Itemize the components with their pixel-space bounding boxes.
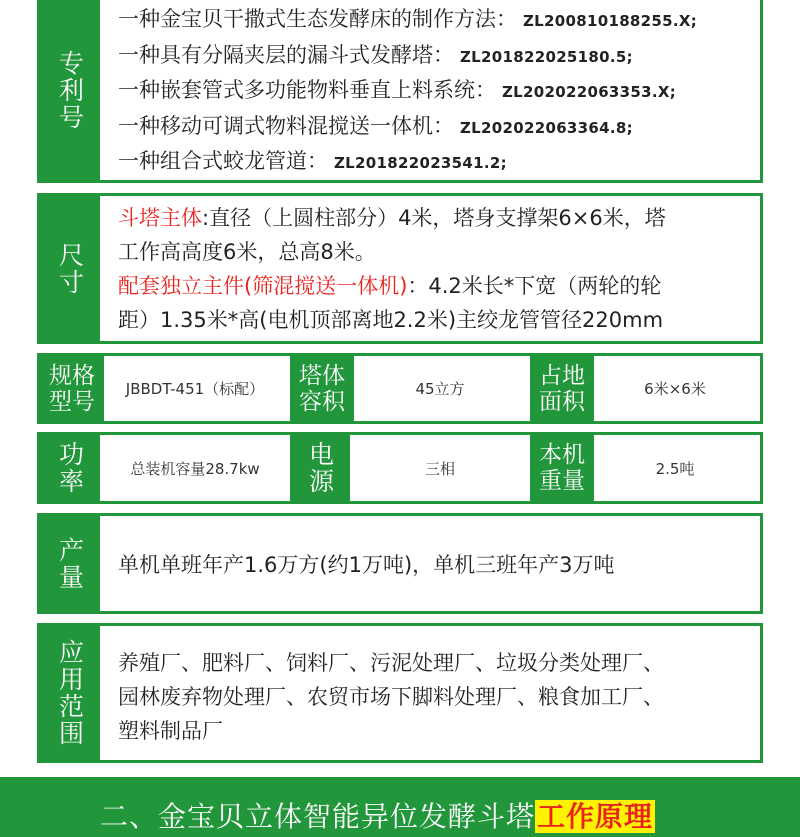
scope-line: 养殖厂、肥料厂、饲料厂、污泥处理厂、垃圾分类处理厂、 (118, 651, 664, 675)
area-label: 占地面积 (530, 356, 594, 421)
weight-value: 2.5吨 (655, 459, 695, 478)
output-section (37, 513, 763, 614)
patent-list (118, 3, 750, 181)
scope-line: 园林废弃物处理厂、农贸市场下脚料处理厂、粮食加工厂、 (118, 685, 664, 709)
size-text: 斗塔主体:直径（上圆柱部分）4米，塔身支撑架6×6米，塔 工作高高度6米，总高8米。 配套独立主件(筛混搅送一体机)：4.2米长*下宽（两轮的轮 距）1.35米*高(电机顶部离地2.2米)主绞龙管管径220mm (118, 206, 666, 332)
patent-item: 一种移动可调式物料混搅送一体机： ZL202022063364.8; (118, 113, 633, 138)
scope-section (37, 623, 763, 763)
power-value: 总装机容量28.7kw (130, 459, 260, 478)
patent-item: 一种组合式蛟龙管道： ZL201822023541.2; (118, 149, 507, 173)
volume-value: 45立方 (415, 380, 465, 398)
power-label: 功率 (40, 435, 100, 501)
section-header-bar (0, 777, 800, 837)
weight-label: 本机重量 (530, 435, 594, 501)
output-text: 单机单班年产1.6万方(约1万吨)，单机三班年产3万吨 (118, 553, 615, 577)
model-value: JBBDT-451（标配） (125, 380, 265, 398)
volume-label: 塔体容积 (290, 356, 354, 421)
size-section (37, 193, 763, 344)
scope-line: 塑料制品厂 (118, 719, 223, 743)
section-title: 二、金宝贝立体智能异位发酵斗塔工作原理 (100, 800, 654, 833)
patent-item: 一种具有分隔夹层的漏斗式发酵塔： ZL201822025180.5; (118, 42, 633, 67)
patent-item: 一种嵌套管式多功能物料垂直上料系统： ZL202022063353.X; (118, 78, 677, 102)
area-value: 6米×6米 (644, 380, 706, 398)
patent-label: 专利号 (40, 0, 100, 180)
size-label: 尺寸 (40, 196, 100, 341)
output-label: 产量 (40, 516, 100, 611)
spec-row (37, 353, 763, 424)
patent-section (37, 0, 763, 183)
scope-label: 应用范围 (40, 626, 100, 760)
source-label: 电源 (290, 435, 350, 501)
patent-item: 一种金宝贝干撒式生态发酵床的制作方法： ZL200810188255.X; (118, 7, 698, 31)
power-row (37, 432, 763, 504)
source-value: 三相 (424, 459, 455, 478)
section-title-highlight: 工作原理 (537, 800, 654, 833)
model-label: 规格型号 (40, 356, 104, 421)
